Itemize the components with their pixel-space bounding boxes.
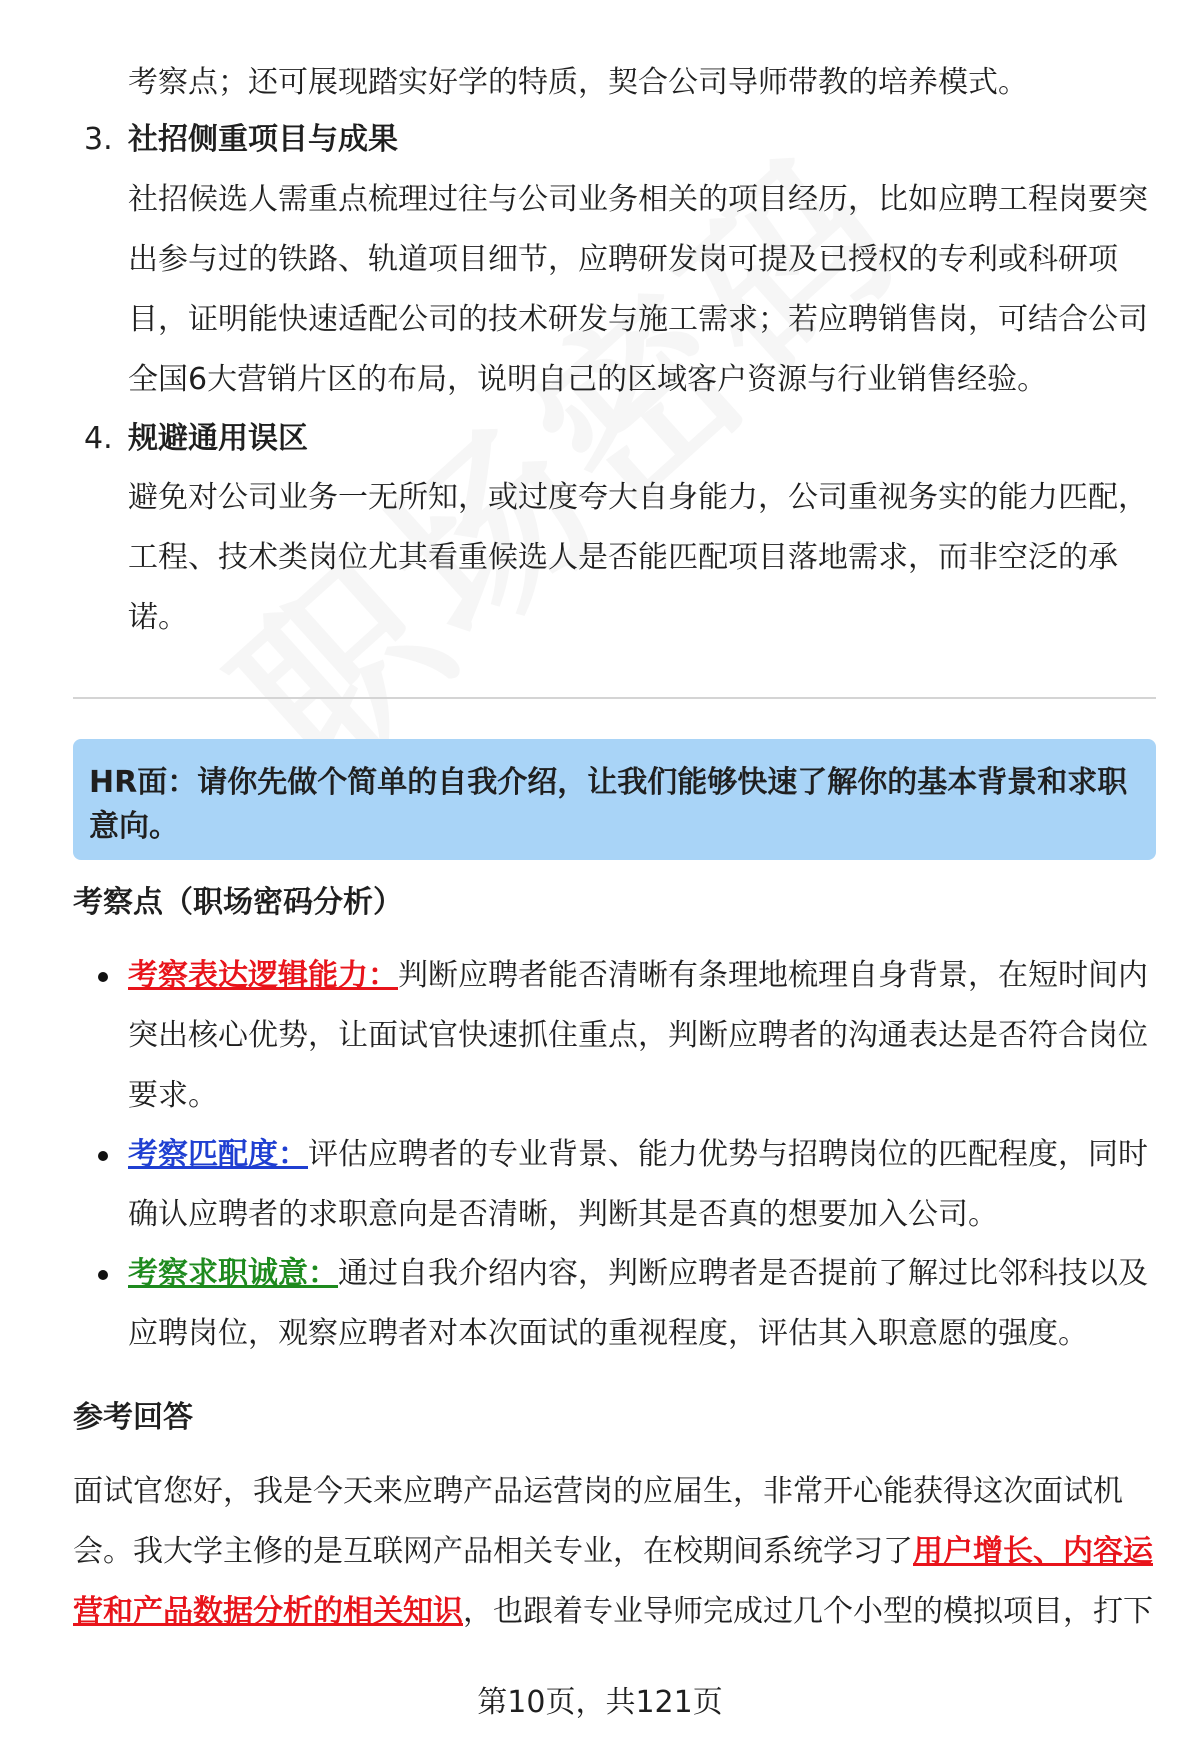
answer-highlight: 用户增长、内容运营和产品数据分析的相关知识 <box>73 1534 1153 1629</box>
bullet-text: 判断应聘者能否清晰有条理地梳理自身背景，在短时间内突出核心优势，让面试官快速抓住重点，判断应聘者的沟通表达是否符合岗位要求。 <box>128 958 1148 1113</box>
item-number: 3. <box>84 122 113 157</box>
bullet-tag: 考察表达逻辑能力： <box>128 958 398 993</box>
item-number: 4. <box>84 421 113 456</box>
bullet-dot <box>98 972 108 982</box>
item-body: 社招候选人需重点梳理过往与公司业务相关的项目经历，比如应聘工程岗要突出参与过的铁路、轨道项目细节，应聘研发岗可提及已授权的专利或科研项目，证明能快速适配公司的技术研发与施工需求；若应聘销售岗，可结合公司全国6大营销片区的布局，说明自己的区域客户资源与行业销售经验。 <box>128 182 1148 397</box>
intro-continuation: 考察点；还可展现踏实好学的特质，契合公司导师带教的培养模式。 <box>128 65 1028 100</box>
numbered-item <box>84 114 1164 170</box>
assessment-heading: 考察点（职场密码分析） <box>73 885 403 920</box>
item-title: 社招侧重项目与成果 <box>128 122 398 157</box>
section-divider <box>73 697 1156 699</box>
page-footer: 第10页，共121页 <box>477 1685 723 1720</box>
answer-text: 面试官您好，我是今天来应聘产品运营岗的应届生，非常开心能获得这次面试机会。我大学主修的是互联网产品相关专业，在校期间系统学习了 <box>73 1474 1123 1569</box>
question-box: HR面：请你先做个简单的自我介绍，让我们能够快速了解你的基本背景和求职意向。 <box>73 739 1156 860</box>
numbered-item <box>84 413 1164 469</box>
bullet-tag: 考察求职诚意： <box>128 1256 338 1291</box>
item-body: 避免对公司业务一无所知，或过度夸大自身能力，公司重视务实的能力匹配，工程、技术类岗位尤其看重候选人是否能匹配项目落地需求，而非空泛的承诺。 <box>128 480 1148 635</box>
bullet-dot <box>98 1270 108 1280</box>
bullet-text: 通过自我介绍内容，判断应聘者是否提前了解过比邻科技以及应聘岗位，观察应聘者对本次面试的重视程度，评估其入职意愿的强度。 <box>128 1256 1148 1351</box>
answer-paragraph <box>73 1462 1158 1642</box>
bullet-dot <box>98 1151 108 1161</box>
answer-text: ，也跟着专业导师完成过几个小型的模拟项目，打下 <box>463 1594 1153 1629</box>
item-title: 规避通用误区 <box>128 421 308 456</box>
bullet-text: 评估应聘者的专业背景、能力优势与招聘岗位的匹配程度，同时确认应聘者的求职意向是否清晰，判断其是否真的想要加入公司。 <box>128 1137 1148 1232</box>
bullet-tag: 考察匹配度： <box>128 1137 308 1172</box>
answer-heading: 参考回答 <box>73 1400 193 1435</box>
